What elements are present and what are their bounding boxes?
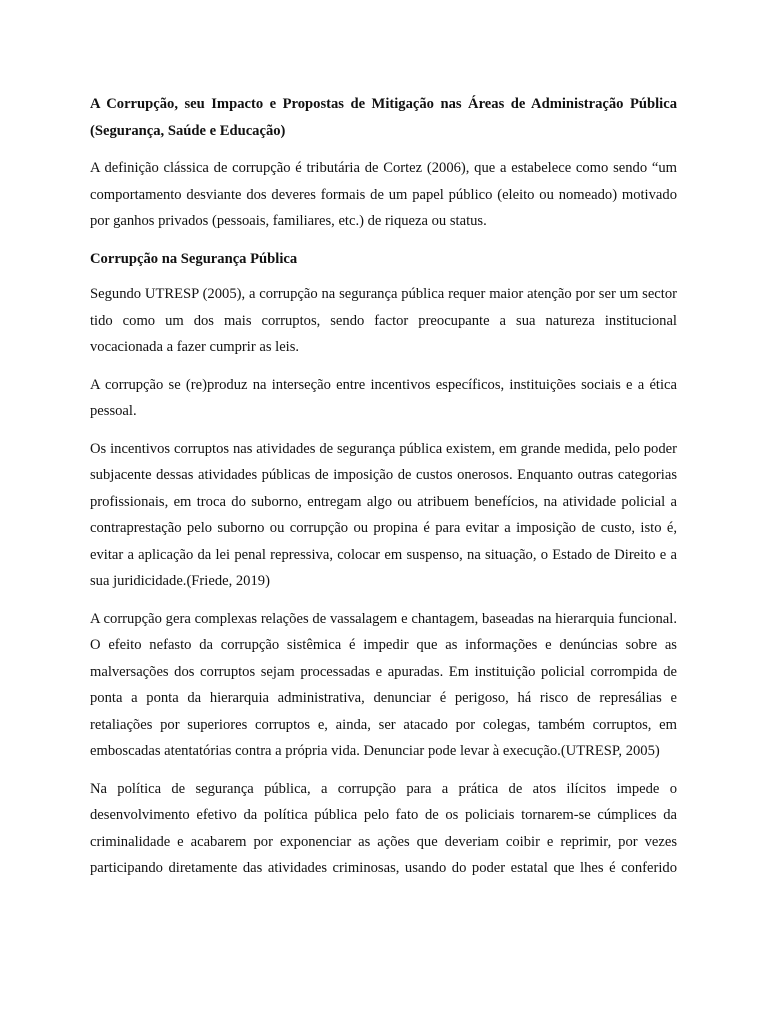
document-page xyxy=(90,91,677,893)
intro-paragraph: A definição clássica de corrupção é tributária de Cortez (2006), que a estabelece como sendo “um comportamento desviante dos deveres formais de um papel público (eleito ou nomeado) motivado por ganhos privados (pessoais, familiares, etc.) de riqueza ou status. xyxy=(90,160,677,229)
body-paragraph: A corrupção se (re)produz na interseção entre incentivos específicos, instituições sociais e a ética pessoal. xyxy=(90,376,677,419)
body-paragraph: Segundo UTRESP (2005), a corrupção na segurança pública requer maior atenção por ser um sector tido como um dos mais corruptos, sendo factor preocupante a sua natureza institucional vocacionada a fazer cumprir as leis. xyxy=(90,286,677,355)
body-paragraph: Os incentivos corruptos nas atividades de segurança pública existem, em grande medida, pelo poder subjacente dessas atividades públicas de imposição de custos onerosos. Enquanto outras categorias profissionais, em troca do suborno, entregam algo ou atribuem benefícios, na atividade policial a contraprestação pelo suborno ou corrupção ou propina é para evitar a imposição de custo, isto é, evitar a aplicação da lei penal repressiva, colocar em suspenso, na situação, o Estado de Direito e a sua juridicidade.(Friede, 2019) xyxy=(90,440,677,589)
document-title: A Corrupção, seu Impacto e Propostas de Mitigação nas Áreas de Administração Pública (Segurança, Saúde e Educação) xyxy=(90,96,677,139)
body-paragraph: Na política de segurança pública, a corrupção para a prática de atos ilícitos impede o desenvolvimento efetivo da política pública pelo fato de os policiais tornarem-se cúmplices da criminalidade e acabarem por exponenciar as ações que deveriam coibir e reprimir, por vezes participando diretamente das atividades criminosas, usando do poder estatal que lhes é conferido xyxy=(90,780,677,876)
section-heading: Corrupção na Segurança Pública xyxy=(90,250,298,267)
body-paragraph: A corrupção gera complexas relações de vassalagem e chantagem, baseadas na hierarquia funcional. O efeito nefasto da corrupção sistêmica é impedir que as informações e denúncias sobre as malversações dos corruptos sejam processadas e apuradas. Em instituição policial corrompida de ponta a ponta da hierarquia administrativa, denunciar é perigoso, há risco de represálias e retaliações por superiores corruptos e, ainda, ser atacado por colegas, também corruptos, em emboscadas atentatórias contra a própria vida. Denunciar pode levar à execução.(UTRESP, 2005) xyxy=(90,610,677,759)
